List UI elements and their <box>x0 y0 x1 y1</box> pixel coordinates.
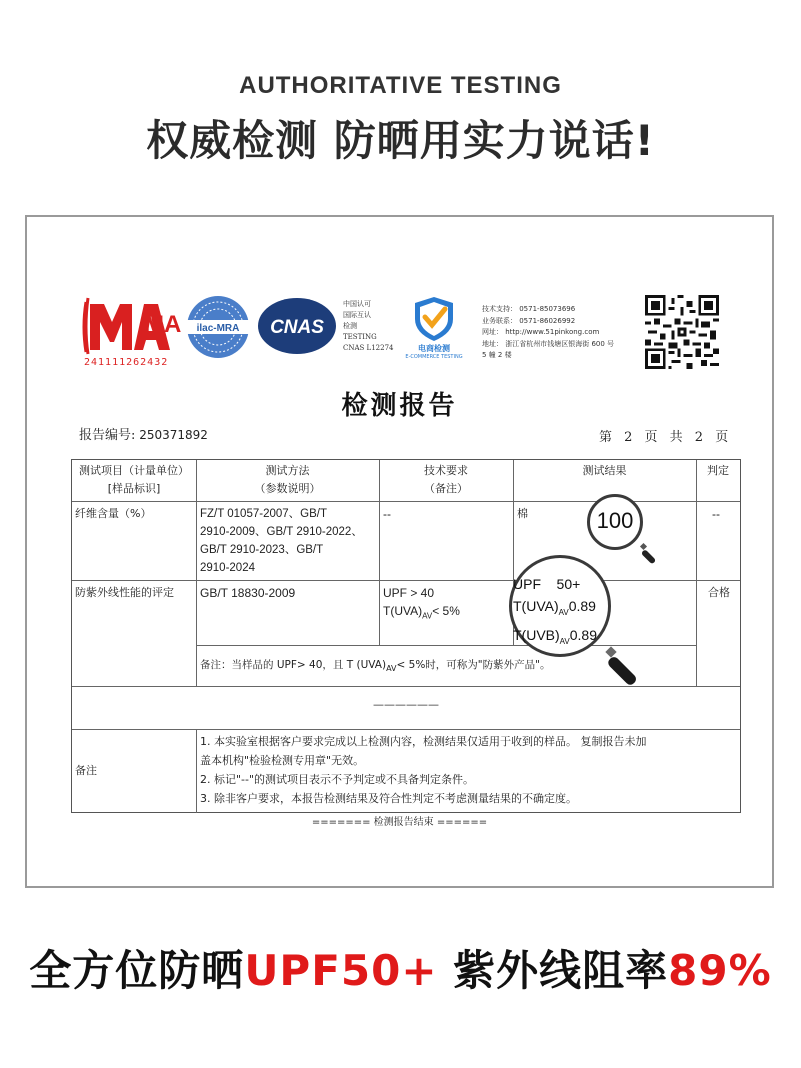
row1-judgement: -- <box>712 507 720 521</box>
magnifier-small <box>587 494 661 552</box>
cnas-text: CNAS <box>270 317 324 338</box>
note-line: 1. 本实验室根据客户要求完成以上检测内容，检测结果仅适用于收到的样品。 复制报告未加 <box>200 735 647 748</box>
magnified-uva: $T(UVA)_{AV}0.89$ <box>513 598 596 617</box>
report-number-value: 250371892 <box>139 428 208 442</box>
header-requirement: 技术要求 （备注） <box>424 464 468 495</box>
ilac-mra-logo <box>185 294 251 360</box>
contact-line: 5 幢 2 楼 <box>482 351 512 359</box>
bottom-slogan <box>0 938 801 998</box>
report-page: 第 2 页 共 2 页 <box>599 430 733 445</box>
row1-item: 纤维含量（%） <box>75 507 152 520</box>
slogan-part-1: 全方位防晒 <box>29 946 245 995</box>
note-line: 2. 标记"--"的测试项目表示不予判定或不具备判定条件。 <box>200 773 475 786</box>
report-document <box>25 215 774 888</box>
cma-letters: MA <box>144 311 182 338</box>
notes-text <box>200 732 647 808</box>
row1-requirement: -- <box>383 507 391 521</box>
magnified-uvb: $T(UVB)_{AV}0.89$ <box>513 626 597 646</box>
cnas-accreditation-text: 中国认可 国际互认 检测 TESTING CNAS L12274 <box>343 300 394 352</box>
row2-judgement: 合格 <box>708 586 730 599</box>
cma-number: 241111262432 <box>84 357 169 368</box>
slogan-upf: UPF50+ <box>244 946 438 995</box>
notes-label: 备注 <box>75 764 97 777</box>
magnified-upf: UPF 50+ <box>513 576 581 592</box>
row2-note: 备注：当样品的 UPF> 40，且 T $(UVA)_{AV}< 5\%$时，可称为"防紫外产品"。 <box>200 659 551 674</box>
header-en-title: AUTHORITATIVE TESTING <box>239 72 562 99</box>
row2-requirement: UPF > 40 $T(UVA)_{AV}< 5\%$ <box>383 586 460 621</box>
report-title: 检测报告 <box>341 391 458 421</box>
ilac-text: ilac-MRA <box>196 323 240 334</box>
row1-result: 棉 <box>517 507 528 520</box>
slogan-percent: 89% <box>668 946 772 995</box>
note-line: 盖本机构"检验检测专用章"无效。 <box>200 754 365 767</box>
header-cn-title: 权威检测 防晒用实力说话! <box>146 116 655 165</box>
qr-code[interactable] <box>645 295 719 369</box>
header-result: 测试结果 <box>582 464 627 477</box>
note-line: 3. 除非客户要求，本报告检测结果及符合性判定不考虑测量结果的不确定度。 <box>200 792 577 805</box>
report-end-line: ======= 检测报告结束 ====== <box>311 817 488 828</box>
header-method: 测试方法 （参数说明） <box>254 464 321 495</box>
magnified-uv-values <box>513 573 609 655</box>
cnas-logo <box>257 297 337 355</box>
separator: —————— <box>373 698 439 711</box>
ecom-testing-sub: E-COMMERCE TESTING <box>405 354 463 360</box>
report-number-label: 报告编号: <box>79 428 136 443</box>
header-item: 测试项目（计量单位） [样品标识] <box>79 464 189 495</box>
contact-info <box>482 304 614 362</box>
magnifier-large <box>509 555 649 675</box>
row2-item: 防紫外线性能的评定 <box>75 586 174 599</box>
contact-line: 技术支持： 0571-85073696 <box>482 305 576 313</box>
magnified-fiber-value: 100 <box>596 508 634 533</box>
contact-line: 地址： 浙江省杭州市钱塘区银海街 600 号 <box>482 339 615 348</box>
slogan-part-3: 紫外线阻率 <box>437 946 669 995</box>
header-judgement: 判定 <box>707 464 729 477</box>
report-number <box>79 424 208 443</box>
ecom-testing-name: 电商检测 <box>418 344 450 353</box>
contact-line: 业务联系： 0571-86026992 <box>482 316 576 325</box>
contact-line: 网址： http://www.51pinkong.com <box>482 328 600 336</box>
row2-method: GB/T 18830-2009 <box>200 586 296 600</box>
shield-check-icon <box>399 295 469 343</box>
row1-method: FZ/T 01057-2007、GB/T 2910-2009、GB/T 2910-2022、 GB/T 2910-2023、GB/T 2910-2024 <box>200 508 363 574</box>
